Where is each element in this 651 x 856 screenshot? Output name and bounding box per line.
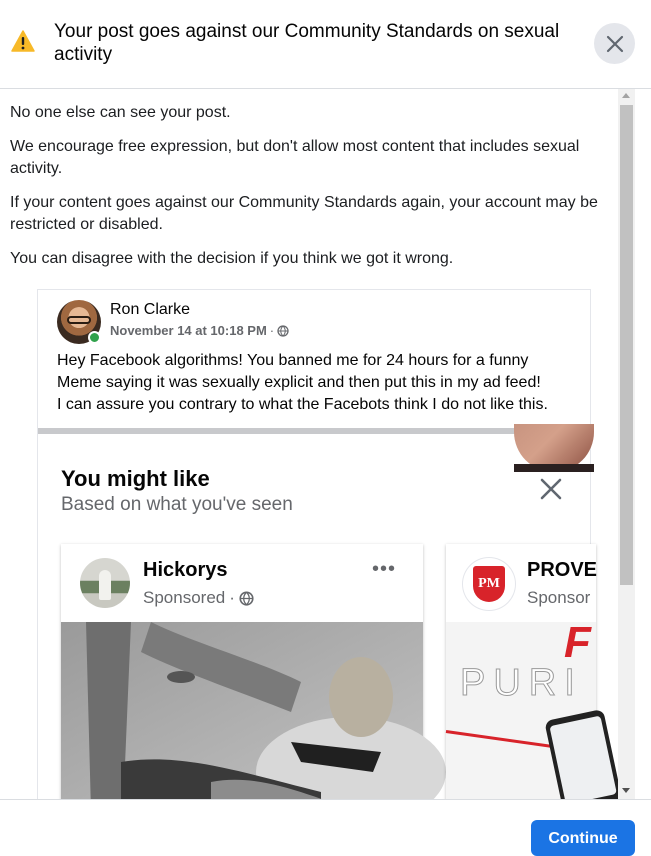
shared-screenshot <box>38 434 598 799</box>
scroll-up-icon[interactable] <box>622 93 630 98</box>
dialog-title: Your post goes against our Community Standards on sexual activity <box>54 21 560 65</box>
message-paragraph: If your content goes against our Community Standards again, your account may be restricted or disabled. <box>10 194 598 233</box>
dialog-footer <box>0 799 651 845</box>
ad-headline-letter: F <box>564 618 591 667</box>
sponsored-label: Sponsor <box>527 588 591 607</box>
online-status-dot <box>88 331 101 344</box>
dialog-header <box>0 0 651 89</box>
close-icon <box>606 35 624 53</box>
close-icon <box>538 476 564 502</box>
pm-logo-icon: PM <box>473 566 505 602</box>
avatar[interactable] <box>57 300 101 344</box>
scrollbar-thumb[interactable] <box>620 105 633 585</box>
sponsored-text: Sponsored <box>143 588 226 607</box>
post-text-line: Meme saying it was sexually explicit and then put this in my ad feed! <box>57 374 541 391</box>
dialog-message <box>10 102 618 282</box>
meta-separator: · <box>269 323 275 338</box>
globe-icon <box>239 591 254 606</box>
sponsored-card-prove <box>446 544 596 804</box>
meta-separator: · <box>229 588 235 607</box>
post-author[interactable]: Ron Clarke <box>110 301 191 318</box>
sponsored-card-hickorys <box>61 544 423 804</box>
post-text-line: Hey Facebook algorithms! You banned me for 24 hours for a funny <box>57 352 529 369</box>
suggestions-subtitle: Based on what you've seen <box>61 494 293 515</box>
scroll-down-icon[interactable] <box>622 788 630 793</box>
ad-image <box>446 618 596 812</box>
post-meta <box>110 323 289 338</box>
close-button[interactable] <box>594 23 635 64</box>
avatar <box>80 558 130 608</box>
message-paragraph: No one else can see your post. <box>10 104 231 121</box>
avatar-figure <box>99 570 111 600</box>
sponsor-name: PROVE <box>527 559 598 581</box>
ad-image <box>61 622 423 812</box>
avatar-glasses <box>67 316 91 324</box>
reviewed-post <box>38 290 598 799</box>
cropped-photo <box>514 424 594 472</box>
ad-headline-word: PURI <box>460 662 583 704</box>
message-paragraph: We encourage free expression, but don't allow most content that includes sexual activity. <box>10 138 580 177</box>
sponsor-name: Hickorys <box>143 559 228 581</box>
suggestions-title: You might like <box>61 466 210 491</box>
scrollbar[interactable] <box>618 89 635 799</box>
post-timestamp[interactable]: November 14 at 10:18 PM <box>110 323 267 338</box>
sponsored-label <box>143 588 254 608</box>
post-text-line: I can assure you contrary to what the Facebots think I do not like this. <box>57 396 548 413</box>
avatar <box>463 558 515 610</box>
ad-photo <box>61 622 423 812</box>
continue-button[interactable]: Continue <box>531 820 635 856</box>
warning-icon <box>11 30 35 52</box>
post-text <box>57 350 582 416</box>
message-paragraph: You can disagree with the decision if you think we got it wrong. <box>10 250 454 267</box>
more-options-icon: ••• <box>372 558 397 580</box>
globe-icon <box>277 325 289 337</box>
